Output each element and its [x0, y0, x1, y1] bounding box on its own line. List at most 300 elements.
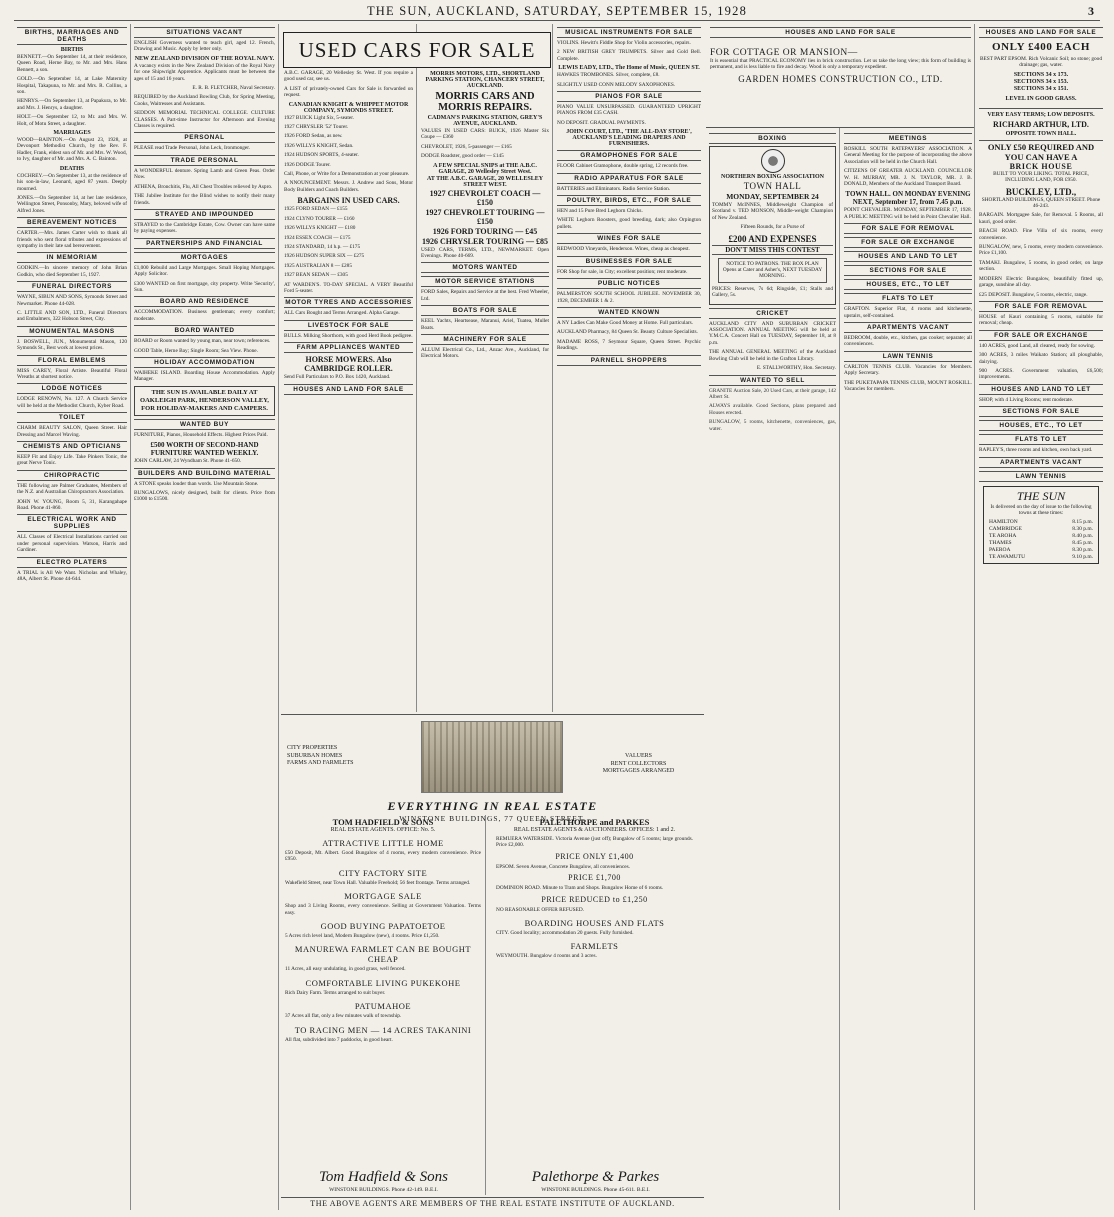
- time: 8.40 p.m.: [1072, 533, 1093, 540]
- agent-firm-sub: REAL ESTATE AGENTS & AUCTIONEERS. OFFICES: 1 and 2.: [513, 827, 676, 833]
- listing-price: PRICE ONLY £1,400: [555, 851, 634, 861]
- section-heading: IN MEMORIAM: [17, 252, 127, 263]
- section-heading: HOUSES AND LAND FOR SALE: [979, 27, 1103, 38]
- classified-ad: BULLS. Milking Shorthorn, with good Herd Book pedigree.: [284, 332, 413, 339]
- classified-ad: 300 ACRES, 3 miles Waikato Station; all ploughable, dairying.: [979, 352, 1103, 365]
- section-heading: HOUSES, ETC., TO LET: [844, 279, 972, 290]
- ad-title: NEW ZEALAND DIVISION OF THE ROYAL NAVY.: [134, 55, 275, 62]
- section-heading: WANTED BUY: [134, 419, 275, 430]
- car-price: 1926 WILLYS KNIGHT — £180: [284, 225, 356, 232]
- listing-title: GOOD BUYING PAPATOETOE: [320, 921, 446, 932]
- notice: A TRIAL is All We Want. Nicholas and Whaley, 48A, Albert St. Phone 44-644.: [17, 569, 127, 583]
- only-50-headline: ONLY £50 REQUIRED AND YOU CAN HAVE A: [987, 141, 1095, 162]
- dont-miss: DON'T MISS THIS CONTEST: [712, 245, 833, 255]
- classified-ad: 900 ACRES. Government valuation, £6,500; improvements.: [979, 367, 1103, 381]
- sun-title: THE SUN: [1016, 488, 1066, 503]
- boxing-ad: [709, 146, 836, 305]
- section-heading: WINES FOR SALE: [557, 233, 701, 244]
- classified-ad: BUNGALOW, new, 5 rooms, every modern convenience. Price £1,100.: [979, 244, 1103, 257]
- classified-ad: A vacancy exists in the New Zealand Division of the Royal Navy for one Shipwright Apprentice. Applicants must be between the ages of 15 and 16 years.: [134, 62, 275, 82]
- classified-ad: FORD Sales, Repairs and Service at the best. Fred Wheeler, Ltd.: [421, 289, 549, 302]
- sun-availability-notice: THE SUN IS AVAILABLE DAILY AT OAKLEIGH PARK, HENDERSON VALLEY, FOR HOLIDAY-MAKERS AND CAMPERS.: [134, 386, 275, 416]
- section-size: SECTIONS 34 x 153.: [1013, 78, 1069, 85]
- town: PAEROA: [989, 547, 1011, 554]
- listing-text: Wakefield Street, near Town Hall. Valuable Freehold; 56 feet frontage. Terms arranged.: [285, 879, 471, 886]
- section-heading: WANTED KNOWN: [557, 307, 701, 318]
- notice: GOLD.—On September 14, at Lake Maternity Hospital, Takapuna, to Mr. and Mrs. R. Collins, a son.: [17, 76, 127, 96]
- section-size: SECTIONS 34 x 173.: [1013, 71, 1069, 78]
- time: 8.30 p.m.: [1072, 526, 1093, 533]
- box-plan: NOTICE TO PATRONS. THE BOX PLAN Opens at Cater and Asher's, NEXT TUESDAY MORNING.: [718, 258, 827, 283]
- brick-house-text: BUILT TO YOUR LIKING. TOTAL PRICE, INCLUDING LAND, FOR £950.: [993, 170, 1089, 184]
- service-item: FARMS AND FARMLETS: [287, 760, 354, 766]
- dealer-name: MORRIS MOTORS, LTD., SHORTLAND PARKING STATION, CHANCERY STREET, AUCKLAND.: [425, 71, 545, 89]
- bargains-heading: BARGAINS IN USED CARS.: [297, 196, 400, 206]
- classified-ad: BEACH ROAD. Fine Villa of six rooms, every convenience.: [979, 228, 1103, 241]
- meeting-venue: TOWN HALL. ON MONDAY EVENING NEXT, September 17, from 7.45 p.m.: [845, 190, 971, 207]
- dealer-name: LEWIS EADY, LTD., The Home of Music, QUEEN ST.: [558, 65, 700, 72]
- listing-title: MORTGAGE SALE: [344, 891, 422, 902]
- listing-text: DOMINION ROAD. Minute to Tram and Shops. Bungalow Home of 6 rooms.: [496, 885, 664, 892]
- section-heading: HOUSES AND LAND TO LET: [844, 251, 972, 262]
- classified-ad: £300 WANTED on first mortgage, city property. Write 'Security', Sun.: [134, 280, 275, 293]
- classified-ad: RAPLEY'S, three rooms and kitchen, own back yard.: [979, 447, 1093, 454]
- sun-delivery-box: [983, 486, 1099, 565]
- notice: HENRYS.—On September 13, at Papakura, to Mr. and Mrs. J. Henrys, a daughter.: [17, 98, 127, 111]
- column-births-marriages-deaths: [14, 24, 131, 1210]
- section-heading: CHEMISTS AND OPTICIANS: [17, 441, 127, 452]
- palethorpe-signature: Palethorpe & Parkes: [531, 1169, 660, 1185]
- section-heading: PARTNERSHIPS AND FINANCIAL: [134, 238, 275, 249]
- section-heading: HOUSES AND LAND TO LET: [979, 384, 1103, 395]
- section-heading: SECTIONS FOR SALE: [979, 406, 1103, 417]
- section-heading: ELECTRICAL WORK AND SUPPLIES: [17, 514, 127, 532]
- classified-ad: WAIHEKE ISLAND. Boarding House Accommodation. Apply Manager.: [134, 369, 275, 383]
- section-heading: RADIO APPARATUS FOR SALE: [557, 173, 701, 184]
- listing-text: WEYMOUTH. Bungalow 4 rooms and 3 acres.: [496, 953, 597, 960]
- section-heading: BOXING: [709, 133, 836, 144]
- car-price: 1927 BEAN SEDAN — £305: [284, 272, 348, 279]
- notice: WAYNE, SIBUN AND SONS, Symonds Street and Newmarket. Phone 44-028.: [17, 294, 127, 307]
- masthead: [14, 4, 1100, 21]
- section-heading: GRAMOPHONES FOR SALE: [557, 150, 701, 161]
- listing-title: ATTRACTIVE LITTLE HOME: [322, 838, 444, 848]
- ad-title: £500 WORTH OF SECOND-HAND FURNITURE WANTED WEEKLY.: [150, 441, 259, 458]
- notice: KEEP Fit and Enjoy Life. Take Pinkers Tonic, the great Nerve Tonic.: [17, 454, 127, 467]
- classified-ad: SEDDON MEMORIAL TECHNICAL COLLEGE. CULTURE CLASSES. A Part-time Instructor for Afternoon and Evening Classes is required.: [134, 110, 275, 130]
- listing-text: REMUERA WATERSIDE. Victoria Avenue (just off); Bungalow of 5 rooms; large grounds. Price £2,000.: [496, 836, 693, 849]
- classified-ad: A STONE speaks louder than words. Use Mountain Stone.: [134, 480, 259, 487]
- listing-price: PRICE £1,700: [568, 873, 621, 883]
- used-cars-subcolumn-a: [281, 24, 417, 712]
- time: 8.45 p.m.: [1072, 540, 1093, 547]
- garden-homes-ad: [706, 24, 975, 128]
- listing-text: NO REASONABLE OFFER REFUSED.: [496, 906, 584, 913]
- section-heading: FLATS TO LET: [844, 293, 972, 304]
- car-price-big: 1927 CHEVROLET TOURING — £150: [425, 207, 545, 226]
- service-item: MORTGAGES ARRANGED: [602, 768, 675, 774]
- classified-ad: PIANO VALUE UNSURPASSED. GUARANTEED UPRIGHT PIANOS FROM £35 CASH.: [557, 104, 701, 117]
- car-listing: 1926 WILLYS KNIGHT, Sedan.: [284, 142, 354, 149]
- classified-ad: A WONDERFUL denture. Spring Lamb and Green Peas. Order Now.: [134, 167, 275, 181]
- classified-ad: FLOOR Cabinet Gramophone, double spring, 12 records free.: [557, 163, 689, 170]
- classified-ad: HORSE MOWERS. Also CAMBRIDGE ROLLER.: [304, 355, 393, 374]
- notice: THE following are Palmer Graduates, Members of the N.Z. and Australian Chiropractors Association.: [17, 482, 127, 496]
- section-heading: SITUATIONS VACANT: [134, 27, 275, 38]
- section-heading: HOUSES, ETC., TO LET: [979, 420, 1103, 431]
- column-houses-and-meetings: [706, 24, 975, 1210]
- car-ad: USED CARS, TERMS, LTD., NEWMARKET. Open Evenings. Phone 40-669.: [421, 246, 549, 260]
- section-heading: BOARD AND RESIDENCE: [134, 296, 275, 307]
- time: 8.15 p.m.: [1072, 519, 1093, 526]
- notice: LODGE RENOWN, No. 127. A Church Service will be held at the Methodist Church, Kyber Road.: [17, 396, 127, 409]
- section-heading: HOUSES AND LAND FOR SALE: [284, 384, 413, 395]
- listing-text: £50 Deposit, Mt. Albert. Good Bungalow of 4 rooms, every modern convenience. Price £950.: [285, 850, 481, 863]
- classified-ad: PLEASE read Trade Personal, John Leck, Ironmonger.: [134, 145, 251, 152]
- classified-ad: 140 ACRES, good Land, all cleared, ready for sowing.: [979, 342, 1095, 349]
- section-heading: FOR SALE OR EXCHANGE: [979, 330, 1103, 341]
- car-price: 1925 FORD SEDAN — £155: [284, 206, 348, 213]
- classified-ad: ENGLISH Governess wanted to teach girl, aged 12. French, Drawing and Music. Apply by letter only.: [134, 40, 275, 53]
- section-heading: STRAYED AND IMPOUNDED: [134, 209, 275, 220]
- section-heading: BEREAVEMENT NOTICES: [17, 217, 127, 228]
- classified-ad: A NY Ladies Can Make Good Money at Home. Full particulars.: [557, 319, 694, 326]
- car-ad: A LIST of privately-owned Cars for Sale is forwarded on request.: [284, 85, 413, 99]
- car-price-big: 1926 FORD TOURING — £45: [432, 226, 538, 236]
- delivery-row: [986, 533, 1096, 540]
- only-400-headline: ONLY £400 EACH: [991, 41, 1091, 53]
- car-price: 1924 CLYNO TOURER — £160: [284, 215, 355, 222]
- listing-price: PRICE REDUCED to £1,250: [541, 894, 648, 904]
- richard-arthur-name: RICHARD ARTHUR, LTD.: [993, 119, 1089, 129]
- section-heading: MUSICAL INSTRUMENTS FOR SALE: [557, 27, 701, 38]
- classified-ad: BEDROOM, double, etc., kitchen, gas cooker; separate; all conveniences.: [844, 335, 972, 348]
- winstone-building-illustration: [421, 721, 563, 793]
- listing-title: FARMLETS: [570, 941, 619, 952]
- column-situations-vacant: [131, 24, 279, 1210]
- listing-text: EPSOM. Seven Avenue, Concrete Bungalow, all conveniences.: [496, 863, 631, 870]
- agent-palethorpe: [492, 815, 697, 1195]
- classified-ad: WHITE Leghorn Roosters, good breeding, dark; also Orpington pullets.: [557, 217, 701, 230]
- section-heading: PUBLIC NOTICES: [557, 278, 701, 289]
- section-heading: BUILDERS AND BUILDING MATERIAL: [134, 468, 275, 479]
- time: 8.30 p.m.: [1072, 547, 1093, 554]
- listing-text: 37 Acres all flat, only a few minutes walk of township.: [285, 1013, 402, 1020]
- dealer-name: CADMAN'S PARKING STATION, GREY'S AVENUE, AUCKLAND.: [427, 115, 543, 127]
- section-heading: PARNELL SHOPPERS: [557, 355, 701, 366]
- section-heading: FLATS TO LET: [979, 434, 1103, 445]
- section-heading: MORTGAGES: [134, 252, 275, 263]
- agent-hadfield: [281, 815, 486, 1195]
- notice: COCHREY.—On September 13, at the residence of his son-in-law, Leonard, aged 87 years. Deeply mourned.: [17, 172, 127, 192]
- special-snips: A FEW SPECIAL SNIPS at THE A.B.C. GARAGE, 20 Wellesley Street West.: [433, 162, 537, 175]
- listing-text: Shop and 3 Living Rooms, every convenience. Selling at Government Valuation. Terms easy.: [285, 903, 481, 916]
- section-heading: MACHINERY FOR SALE: [421, 334, 549, 345]
- section-heading: LAWN TENNIS: [979, 471, 1103, 482]
- real-estate-institute-note: THE ABOVE AGENTS ARE MEMBERS OF THE REAL ESTATE INSTITUTE OF AUCKLAND.: [281, 1197, 704, 1208]
- buckley-address: SHORTLAND BUILDINGS, QUEEN STREET. Phone 46-243.: [981, 196, 1101, 210]
- palethorpe-address: WINSTONE BUILDINGS. Phone 45-611. B.E.I.: [541, 1187, 650, 1193]
- town: TE AROHA: [989, 533, 1017, 540]
- section-heading: FOR SALE FOR REMOVAL: [979, 301, 1103, 312]
- classified-ad: ACCOMMODATION. Business gentleman; every comfort; moderate.: [134, 309, 275, 322]
- real-estate-services-right: [581, 753, 696, 776]
- car-listing: DODGE Roadster, good order — £145: [421, 153, 504, 160]
- car-listing: 1927 CHRYSLER '52' Tourer.: [284, 124, 349, 131]
- morris-banner: MORRIS CARS AND MORRIS REPAIRS.: [435, 91, 535, 113]
- notice: WOOD—BAINTON.—On August 23, 1928, at Devonport Methodist Church, by the Rev. F. Hadler, Frank, eldest son of Mr. and Mrs. W. Wood, to Ivy, daughter of Mr. and Mrs. A. C. Bainton.: [17, 137, 127, 163]
- classified-ad: £1,000 Rebuild and Large Mortgages. Small Hoping Mortgages. Apply Solicitor.: [134, 264, 275, 278]
- meetings: [841, 24, 975, 1210]
- section-heading: BOARD WANTED: [134, 325, 275, 336]
- column-land-sales: [976, 24, 1106, 1210]
- agent-firm-name: TOM HADFIELD & SONS: [332, 817, 434, 827]
- notice: CHARM BEAUTY SALON, Queen Street. Hair Dressing and Marcel Waving.: [17, 425, 127, 438]
- classified-ad: FOR Shop for sale, in City; excellent position; rent moderate.: [557, 268, 688, 275]
- brick-house-headline: BRICK HOUSE: [1009, 161, 1073, 171]
- town: CAMBRIDGE: [989, 526, 1023, 533]
- section-heading: SECTIONS FOR SALE: [844, 265, 972, 276]
- section-heading: LIVESTOCK FOR SALE: [284, 320, 413, 331]
- sun-delivery-note: Is delivered on the day of issue to the following towns at these times:: [990, 503, 1092, 516]
- listing-title: CITY FACTORY SITE: [338, 867, 428, 878]
- car-price: 1924 ESSEX COACH — £175: [284, 234, 351, 241]
- classified-ad: THE PUKETAPAPA TENNIS CLUB, MOUNT ROSKILL. Vacancies for members.: [844, 379, 972, 393]
- classified-ad: JOHN CARLAW, 24 Wyndham St. Phone 41-650.: [134, 458, 242, 465]
- notice: BENNETT.—On September 14, at their residence, Queen Road, Herne Bay, to Mr. and Mrs. Hans Bennett, a son.: [17, 54, 127, 73]
- agent-firm-name: PALETHORPE and PARKES: [539, 817, 650, 827]
- boxing-and-cricket: [706, 24, 840, 1210]
- subsection-marriages: MARRIAGES: [53, 130, 91, 137]
- classified-ad: REDWOOD Vineyards, Henderson. Wines, cheap as cheapest.: [557, 246, 690, 253]
- classified-ad: BARGAIN. Mortgagee Sale, for Removal. 5 Rooms, all kauri, good order.: [979, 212, 1103, 225]
- subsection-deaths: DEATHS: [59, 165, 85, 172]
- classified-ad: GRANITE Auction Sale, 20 Used Cars, at their garage, 142 Albert St.: [709, 387, 836, 400]
- section-heading: POULTRY, BIRDS, ETC., FOR SALE: [557, 195, 701, 206]
- section-heading: CRICKET: [709, 308, 836, 319]
- car-listing: 1924 HUDSON SPORTS, 4-seater.: [284, 152, 359, 159]
- hadfield-address: WINSTONE BUILDINGS. Phone 42-149. B.E.I.: [329, 1187, 438, 1193]
- service-item: RENT COLLECTORS: [610, 760, 667, 767]
- music-and-misc-subcolumn: [554, 24, 704, 712]
- car-price: 1926 HUDSON SUPER SIX — £275: [284, 253, 365, 260]
- car-price: 1925 AUSTRALIAN 8 — £285: [284, 262, 352, 269]
- classified-ad: GOOD Table, Herne Bay; Single Room; Sea View. Phone.: [134, 347, 258, 354]
- section-heading: WANTED TO SELL: [709, 375, 836, 386]
- page-number: 3: [1088, 4, 1094, 18]
- newspaper-title: THE SUN, AUCKLAND, SATURDAY, SEPTEMBER 15, 1928: [366, 4, 748, 18]
- cricket-notice: AUCKLAND CITY AND SUBURBAN CRICKET ASSOCIATION. ANNUAL MEETING will be held at Y.M.C.A. Concert Hall on TUESDAY, September 18, at 8 p.m.: [709, 320, 836, 346]
- listing-text: All flat, subdivided into 7 paddocks, in good heart.: [285, 1036, 393, 1043]
- notice: ALL Classes of Electrical Installations carried out under personal supervision. Watson, Harris and Gardiner.: [17, 534, 127, 554]
- boxing-association-emblem-icon: [761, 149, 785, 173]
- car-ad: AT WARDEN'S. TO-DAY SPECIAL. A VERY Beautiful Ford 5-seater.: [284, 281, 413, 294]
- notice: HOLT.—On September 12, to Mr. and Mrs. W. Holt, of Motu Street, a daughter.: [17, 114, 127, 127]
- column-used-cars-and-real-estate: [281, 24, 704, 1210]
- notice: J. BOSWELL, JUN., Monumental Mason, 120 Symonds St., Best work at lowest prices.: [17, 338, 127, 352]
- classified-ad: £25 DEPOSIT. Bungalow, 5 rooms, electric, range.: [979, 291, 1088, 298]
- real-estate-block: [281, 714, 704, 1210]
- section-heading: TRADE PERSONAL: [134, 155, 275, 166]
- section-heading: MEETINGS: [844, 133, 972, 144]
- richard-arthur-address: OPPOSITE TOWN HALL.: [979, 131, 1103, 141]
- rounds: Fifteen Rounds, for a Purse of: [740, 224, 805, 231]
- car-ad: A NNOUNCEMENT. Messrs. J. Andrew and Sons, Motor Body Builders and Coach Builders.: [284, 180, 413, 193]
- section-heading: MOTOR TYRES AND ACCESSORIES: [285, 299, 412, 307]
- classified-ad: KEEL Yachts, Heartsease, Maranui, Ariel, Tuatea, Mullet Boats.: [421, 318, 549, 331]
- classified-ad: MADAME ROSS, 7 Seymour Square, Queen Street. Psychic Readings.: [557, 338, 701, 352]
- classified-ad: HAWKES TROMBONES. Silver, complete, £8.: [557, 72, 660, 79]
- section-heading: PIANOS FOR SALE: [557, 91, 701, 102]
- section-heading: BOATS FOR SALE: [421, 305, 549, 316]
- classified-ad: HOUSE of Kauri containing 5 rooms, suitable for removal; cheap.: [979, 313, 1103, 327]
- section-heading: HOLIDAY ACCOMMODATION: [134, 357, 275, 368]
- delivery-row: [986, 540, 1096, 547]
- epsom-text: BEST PART EPSOM. Rich Volcanic Soil; no stone; good drainage; gas, water.: [980, 56, 1102, 69]
- section-heading: FLORAL EMBLEMS: [17, 355, 127, 366]
- section-heading: HOUSES AND LAND FOR SALE: [710, 27, 971, 38]
- boxing-association: NORTHERN BOXING ASSOCIATION: [720, 174, 825, 180]
- classified-ad: NO DEPOSIT. GRADUAL PAYMENTS.: [557, 119, 646, 126]
- ticket-prices: PRICES: Reserves, 7s 6d; Ringside, £1; Stalls and Gallery, 5s.: [712, 285, 833, 299]
- delivery-row: [986, 519, 1096, 526]
- cottage-heading: FOR COTTAGE OR MANSION—: [710, 48, 858, 58]
- classified-ad: BUNGALOWS, nicely designed, built for clients. Price from £1000 to £1500.: [134, 490, 275, 503]
- town: THAMES: [989, 540, 1012, 547]
- classified-ad: E. R. B. FLETCHER, Naval Secretary.: [192, 85, 275, 92]
- used-cars-banner: USED CARS FOR SALE: [283, 32, 551, 68]
- section-heading: LODGE NOTICES: [17, 383, 127, 394]
- section-heading: MOTOR SERVICE STATIONS: [421, 276, 549, 287]
- classified-ad: ALWAYS available. Good Sections, plans prepared and Houses erected.: [709, 403, 836, 416]
- car-listing: 1926 FORD Sedan, as new.: [284, 133, 343, 140]
- service-item: VALUERS: [625, 753, 652, 759]
- car-listing: 1927 BUICK Light Six, 5-seater.: [284, 114, 355, 121]
- classified-ad: STRAYED to the Cambridge Estate, Cow. Owner can have same by paying expenses.: [134, 221, 275, 235]
- delivery-row: [986, 547, 1096, 554]
- classified-ad: CARLTON TENNIS CLUB. Vacancies for Members. Apply Secretary.: [844, 363, 972, 377]
- delivery-row: [986, 526, 1096, 533]
- hadfield-signature: Tom Hadfield & Sons: [318, 1169, 449, 1185]
- classified-ad: GRAFTON. Superior Flat, 4 rooms and kitchenette, upstairs, self-contained.: [844, 306, 972, 319]
- listing-title: TO RACING MEN — 14 ACRES TAKANINI: [294, 1024, 472, 1035]
- section-heading: LAWN TENNIS: [844, 351, 972, 362]
- car-listing: VALUES IN USED CARS: BUICK, 1926 Master Six Coupe — £360: [421, 128, 549, 141]
- classified-ad: ATHENA, Bronchitis, Flu, All Chest Troubles relieved by Aspro.: [134, 183, 273, 190]
- section-size: SECTIONS 34 x 151.: [1013, 85, 1069, 92]
- classified-ad: BATTERIES and Eliminators. Radio Service Station.: [557, 185, 671, 192]
- notice: C. LITTLE AND SON, LTD., Funeral Directors and Embalmers, 322 Hobson Street, City.: [17, 309, 127, 323]
- classified-ad: HEN and 15 Pure Bred Leghorn Chicks.: [557, 208, 643, 215]
- classified-ad: VIOLINS. Hewitt's Fiddle Shop for Violin accessories, repairs.: [557, 40, 691, 46]
- section-heading: PERSONAL: [134, 132, 275, 143]
- venue: TOWN HALL: [743, 181, 802, 191]
- section-heading: FOR SALE OR EXCHANGE: [844, 237, 972, 248]
- real-estate-heading: EVERYTHING IN REAL ESTATE: [387, 799, 598, 813]
- abc-garage: AT THE A.B.C. GARAGE, 20 WELLESLEY STREET WEST.: [426, 175, 544, 188]
- classified-ad: AUCKLAND Pharmacy, 84 Queen St. Beauty Culture Specialists.: [557, 329, 698, 336]
- subsection-births: BIRTHS: [60, 47, 84, 53]
- listing-text: 11 Acres, all easy undulating, in good grass, well fenced.: [285, 966, 406, 973]
- real-estate-services-left: [287, 745, 407, 768]
- section-heading: BUSINESSES FOR SALE: [557, 256, 701, 267]
- used-cars-subcolumn-b: [418, 24, 553, 712]
- car-dealer-name: CANADIAN KNIGHT & WHIPPET MOTOR COMPANY, SYMONDS STREET.: [288, 101, 409, 114]
- car-price-big: 1927 CHEVROLET COACH — £150: [429, 188, 541, 207]
- classified-ad: TAMAKI. Bungalow, 5 rooms, in good order, on large section.: [979, 259, 1103, 273]
- event-date: MONDAY, SEPTEMBER 24: [726, 192, 819, 201]
- section-heading: ELECTRO PLATERS: [17, 557, 127, 568]
- classified-ad: REQUIRED by the Auckland Bowling Club, for Spring Meeting, Cooks, Waitresses and Assistants.: [134, 94, 275, 107]
- dealer-name: JOHN COURT, LTD., 'THE ALL-DAY STORE', AUCKLAND'S LEADING DRAPERS AND FURNISHERS.: [566, 129, 692, 148]
- purse: £200 AND EXPENSES: [728, 233, 817, 244]
- town: TE AWAMUTU: [989, 554, 1026, 561]
- cottage-text: It is essential that PRACTICAL ECONOMY lies in brick construction. Let us take the long view; this form of building is permanent, and is less liable to fire and decay. Wood is only a temporary expedient.: [710, 58, 971, 71]
- notice: JONES.—On September 14, at her late residence, Wellington Street, Ponsonby, Mary, beloved wife of Alfred Jones.: [17, 194, 127, 214]
- listing-text: 5 Acres rich level land, Modern Bungalow (new), 4 rooms. Price £1,250.: [285, 933, 440, 940]
- listing-title: COMFORTABLE LIVING PUKEKOHE: [305, 977, 461, 988]
- listing-text: CITY. Good locality; accommodation 20 guests. Fully furnished.: [496, 930, 634, 937]
- section-heading: CHIROPRACTIC: [17, 470, 127, 481]
- classified-ad: FURNITURE, Pianos, Household Effects. Highest Prices Paid.: [134, 431, 268, 438]
- classified-ad: BOARD or Room wanted by young man, near town; references.: [134, 338, 271, 345]
- level-note: LEVEL IN GOOD GRASS.: [1005, 95, 1077, 102]
- meeting-notice: CITIZENS OF GREATER AUCKLAND. COUNCILLOR W. H. MURRAY, MR. J. N. TAYLOR, MR. J. B. DONALD, Members of the Auckland Transport Board.: [844, 168, 972, 188]
- section-heading: TOILET: [17, 412, 127, 423]
- classified-ad: MODERN Electric Bungalow, beautifully fitted up, garage, sunshine all day.: [979, 275, 1103, 289]
- classified-ad: ALL Cars Bought and Terms Arranged. Alpha Garage.: [284, 310, 400, 317]
- cricket-notice: E. STALLWORTHY, Hon. Secretary.: [756, 365, 836, 372]
- listing-title: BOARDING HOUSES AND FLATS: [524, 918, 665, 929]
- car-price-big: 1926 CHRYSLER TOURING — £85: [421, 236, 549, 246]
- listing-title: MANUREWA FARMLET CAN BE BOUGHT CHEAP: [294, 944, 472, 965]
- section-heading: MOTORS WANTED: [421, 262, 549, 273]
- car-price: 1924 STANDARD, 14 h.p. — £175: [284, 243, 361, 250]
- classified-ad: SHOP, with 4 Living Rooms; rent moderate.: [979, 396, 1074, 403]
- buckley-name: BUCKLEY, LTD.,: [1005, 186, 1077, 197]
- car-ad: Call, Phone, or Write for a Demonstration at your pleasure.: [284, 171, 410, 178]
- notice: MISS CAREY, Floral Artiste. Beautiful Floral Wreaths at shortest notice.: [17, 367, 127, 380]
- section-heading: FARM APPLIANCES WANTED: [284, 342, 413, 353]
- notice: GODKIN.—In sincere memory of John Brian Godkin, who died September 15, 1927.: [17, 265, 127, 278]
- bout-details: TOMMY McINNES, Middleweight Champion of Scotland v. TED MONSON, Middle-weight Champion of New Zealand.: [712, 202, 833, 221]
- terms-note: VERY EASY TERMS; LOW DEPOSITS.: [979, 108, 1103, 118]
- garden-homes-name: GARDEN HOMES CONSTRUCTION CO., LTD.: [738, 73, 943, 84]
- delivery-row: [986, 554, 1096, 561]
- section-heading: APARTMENTS VACANT: [844, 322, 972, 333]
- section-heading: BIRTHS, MARRIAGES AND DEATHS: [17, 27, 127, 45]
- real-estate-address: WINSTONE BUILDINGS, 77 QUEEN STREET.: [399, 814, 586, 823]
- notice: CARTER.—Mrs. James Carter wish to thank all friends who sent floral tributes and expressions of sympathy in their late sad bereavement.: [17, 230, 127, 249]
- town: HAMILTON: [989, 519, 1018, 526]
- listing-title: PATUMAHOE: [354, 1001, 412, 1012]
- service-item: CITY PROPERTIES: [287, 745, 338, 751]
- classified-ad: ALLUM Electrical Co., Ltd., Anzac Ave., Auckland, for Electrical Motors.: [421, 347, 549, 360]
- service-item: SUBURBAN HOMES: [287, 752, 343, 759]
- listing-text: Rich Dairy Farm. Terms arranged to suit buyer.: [285, 989, 386, 996]
- section-heading: FOR SALE FOR REMOVAL: [844, 223, 972, 234]
- classified-ad: 2 NEW BRITISH GREY TRUMPETS. Silver and Gold Bell. Complete.: [557, 49, 701, 62]
- time: 9.10 p.m.: [1072, 554, 1093, 561]
- agent-firm-sub: REAL ESTATE AGENTS. OFFICE: No. 5.: [330, 827, 436, 833]
- section-heading: APARTMENTS VACANT: [979, 457, 1103, 468]
- section-heading: MONUMENTAL MASONS: [17, 326, 127, 337]
- car-ad: A.B.C. GARAGE, 20 Wellesley St. West. If you require a good used car, see us.: [284, 70, 413, 83]
- classified-ad: BUNGALOW, 5 rooms, kitchenette, conveniences, gas, water.: [709, 419, 836, 432]
- classified-ad: PALMERSTON SOUTH SCHOOL JUBILEE. NOVEMBER 30, 1928, DECEMBER 1 & 2.: [557, 291, 701, 304]
- cricket-notice: THE ANNUAL GENERAL MEETING of the Auckland Bowling Club will be held in the Grafton Library.: [709, 349, 836, 362]
- meeting-notice: ROSKILL SOUTH RATEPAYERS' ASSOCIATION. A General Meeting for the purpose of incorporating the above Association will be held in the Church Hall.: [844, 146, 972, 165]
